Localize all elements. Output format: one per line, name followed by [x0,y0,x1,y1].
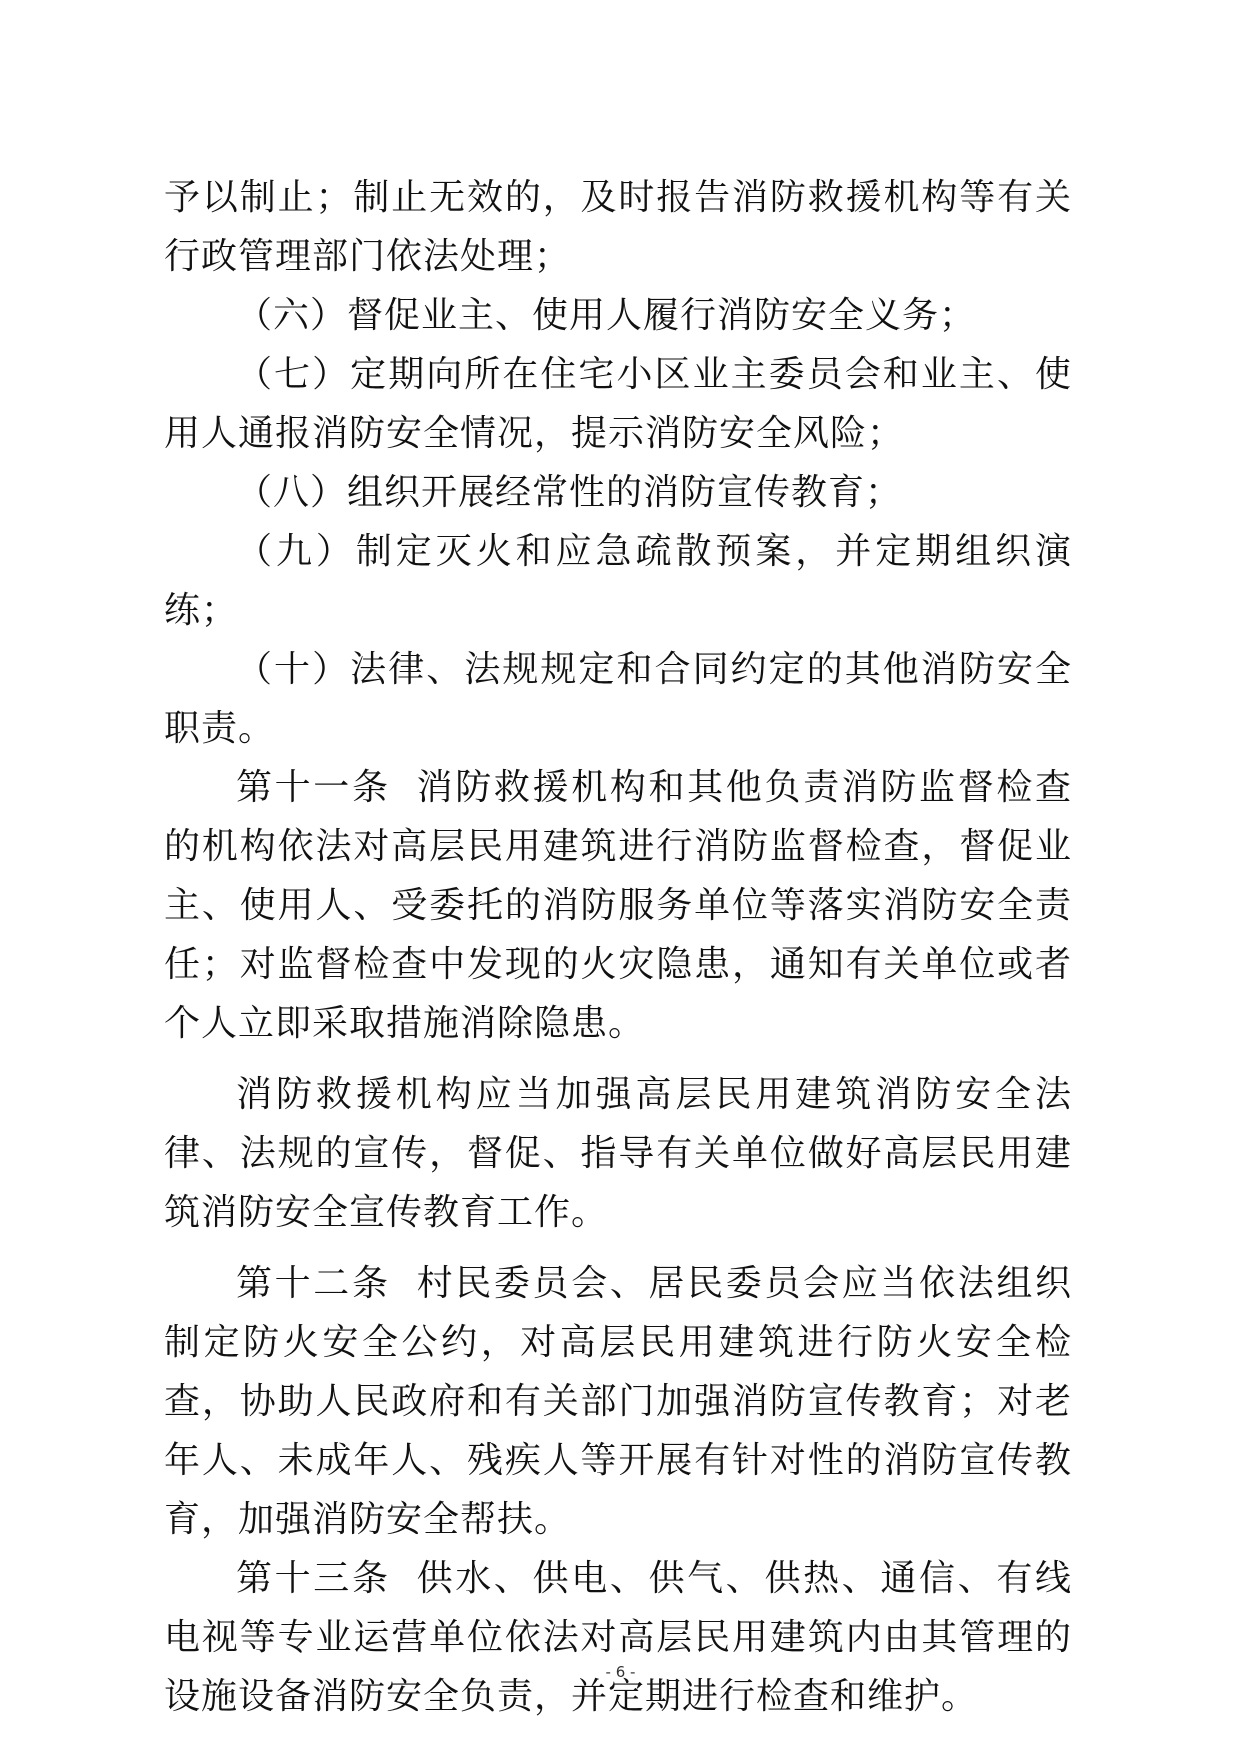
article-11-text: 消防救援机构和其他负责消防监督检查的机构依法对高层民用建筑进行消防监督检查，督促业主、使用人、受委托的消防服务单位等落实消防安全责任；对监督检查中发现的火灾隐患，通知有关单位或者个人立即采取措施消除隐患。 [164,767,1072,1044]
list-item-eight: （八）组织开展经常性的消防宣传教育； [236,472,903,513]
article-11 [164,758,1072,1053]
article-12-label: 第十二条 [236,1263,391,1304]
list-item-seven: （七）定期向所在住宅小区业主委员会和业主、使用人通报消防安全情况，提示消防安全风险； [164,354,1072,454]
article-12 [164,1254,1072,1549]
list-item-nine: （九）制定灭火和应急疏散预案，并定期组织演练； [164,531,1072,631]
article-13 [164,1549,1072,1726]
article-13-text: 供水、供电、供气、供热、通信、有线电视等专业运营单位依法对高层民用建筑内由其管理的设施设备消防安全负责，并定期进行检查和维护。 [164,1558,1072,1717]
article-11-label: 第十一条 [236,767,391,808]
list-item-ten: （十）法律、法规规定和合同约定的其他消防安全职责。 [164,649,1072,749]
article-12-text: 村民委员会、居民委员会应当依法组织制定防火安全公约，对高层民用建筑进行防火安全检查，协助人民政府和有关部门加强消防宣传教育；对老年人、未成年人、残疾人等开展有针对性的消防宣传教育，加强消防安全帮扶。 [164,1263,1072,1540]
document-body [164,168,1072,1726]
page-number: - 6 - [605,1663,636,1681]
list-item-six: （六）督促业主、使用人履行消防安全义务； [236,295,977,336]
continued-paragraph: 予以制止；制止无效的，及时报告消防救援机构等有关行政管理部门依法处理； [164,177,1072,277]
article-11-paragraph-2: 消防救援机构应当加强高层民用建筑消防安全法律、法规的宣传，督促、指导有关单位做好高层民用建筑消防安全宣传教育工作。 [164,1074,1072,1233]
article-13-label: 第十三条 [236,1558,391,1599]
